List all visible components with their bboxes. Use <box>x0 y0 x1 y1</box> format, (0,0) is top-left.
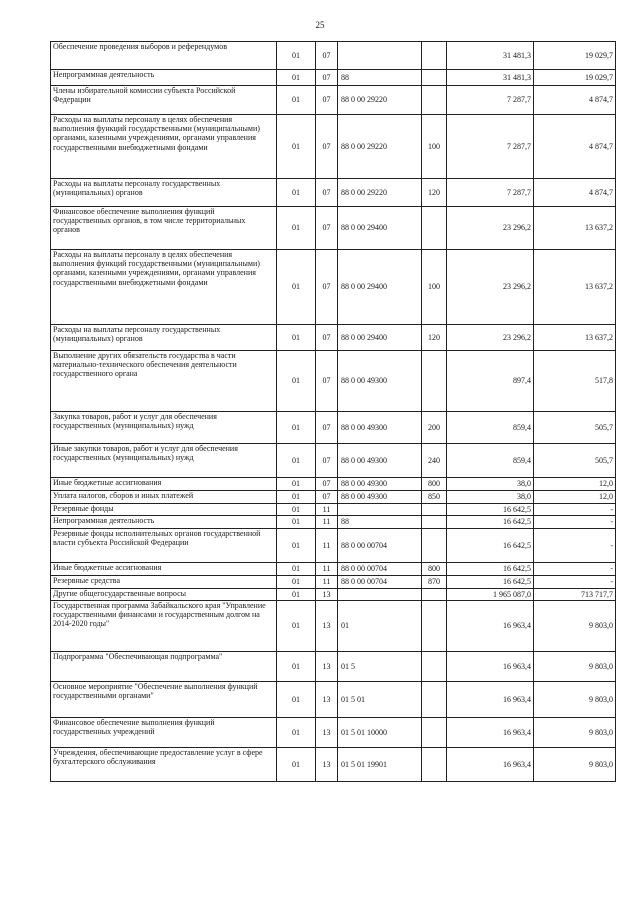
row-name: Учреждения, обеспечивающие предоставление услуг в сфере бухгалтерского обслуживания <box>51 748 277 782</box>
row-subsection: 07 <box>316 444 338 478</box>
row-amount-actual: 9 803,0 <box>534 682 616 718</box>
row-amount-actual: - <box>534 504 616 516</box>
row-section: 01 <box>277 325 316 351</box>
row-amount-plan: 38,0 <box>447 478 534 491</box>
row-expense-type: 800 <box>422 478 447 491</box>
row-amount-plan: 16 642,5 <box>447 576 534 589</box>
row-amount-plan: 23 296,2 <box>447 325 534 351</box>
row-amount-plan: 7 287,7 <box>447 115 534 179</box>
table-row <box>51 42 616 70</box>
row-amount-actual: 4 874,7 <box>534 179 616 207</box>
row-amount-plan: 23 296,2 <box>447 207 534 250</box>
row-amount-plan: 38,0 <box>447 491 534 504</box>
row-subsection: 11 <box>316 576 338 589</box>
row-amount-actual: - <box>534 576 616 589</box>
row-amount-actual: 19 029,7 <box>534 42 616 70</box>
row-subsection: 07 <box>316 179 338 207</box>
row-expense-type: 200 <box>422 412 447 444</box>
row-subsection: 13 <box>316 601 338 652</box>
row-section: 01 <box>277 86 316 115</box>
row-amount-actual: 9 803,0 <box>534 652 616 682</box>
row-amount-plan: 16 963,4 <box>447 601 534 652</box>
row-target-item: 88 0 00 29220 <box>338 179 422 207</box>
row-expense-type <box>422 682 447 718</box>
row-subsection: 11 <box>316 563 338 576</box>
row-amount-actual: 13 637,2 <box>534 207 616 250</box>
row-subsection: 11 <box>316 516 338 529</box>
row-section: 01 <box>277 179 316 207</box>
budget-table-body <box>51 42 616 782</box>
row-expense-type: 240 <box>422 444 447 478</box>
row-name: Резервные фонды <box>51 504 277 516</box>
row-target-item: 88 0 00 29400 <box>338 207 422 250</box>
row-name: Государственная программа Забайкальского края "Управление государственными финансами и государственным долгом на 2014-2020 годы" <box>51 601 277 652</box>
table-row <box>51 601 616 652</box>
row-name: Основное мероприятие "Обеспечение выполнения функций государственными органами" <box>51 682 277 718</box>
row-subsection: 07 <box>316 86 338 115</box>
row-target-item: 88 <box>338 70 422 86</box>
row-amount-actual: 12,0 <box>534 491 616 504</box>
row-subsection: 13 <box>316 652 338 682</box>
row-name: Иные бюджетные ассигнования <box>51 563 277 576</box>
row-amount-actual: - <box>534 529 616 563</box>
row-section: 01 <box>277 351 316 412</box>
row-section: 01 <box>277 207 316 250</box>
row-name: Подпрограмма "Обеспечивающая подпрограмма" <box>51 652 277 682</box>
row-amount-plan: 16 642,5 <box>447 516 534 529</box>
row-target-item: 01 5 01 <box>338 682 422 718</box>
row-expense-type <box>422 504 447 516</box>
row-expense-type: 120 <box>422 325 447 351</box>
row-amount-plan: 897,4 <box>447 351 534 412</box>
row-amount-plan: 23 296,2 <box>447 250 534 325</box>
row-expense-type <box>422 529 447 563</box>
row-expense-type <box>422 351 447 412</box>
table-row <box>51 748 616 782</box>
row-amount-actual: 4 874,7 <box>534 115 616 179</box>
row-name: Непрограммная деятельность <box>51 70 277 86</box>
table-row <box>51 529 616 563</box>
row-name: Резервные средства <box>51 576 277 589</box>
row-amount-plan: 7 287,7 <box>447 179 534 207</box>
table-row <box>51 682 616 718</box>
row-subsection: 07 <box>316 478 338 491</box>
page-number: 25 <box>315 20 325 30</box>
row-amount-actual: 13 637,2 <box>534 325 616 351</box>
row-expense-type <box>422 718 447 748</box>
row-target-item: 88 0 00 29220 <box>338 115 422 179</box>
row-target-item <box>338 504 422 516</box>
row-amount-actual: - <box>534 516 616 529</box>
row-name: Расходы на выплаты персоналу государственных (муниципальных) органов <box>51 179 277 207</box>
row-subsection: 07 <box>316 325 338 351</box>
row-target-item: 88 0 00 29400 <box>338 250 422 325</box>
row-target-item: 01 5 <box>338 652 422 682</box>
row-section: 01 <box>277 250 316 325</box>
table-row <box>51 576 616 589</box>
row-name: Члены избирательной комиссии субъекта Российской Федерации <box>51 86 277 115</box>
row-section: 01 <box>277 576 316 589</box>
row-amount-actual: 505,7 <box>534 444 616 478</box>
row-name: Расходы на выплаты персоналу в целях обеспечения выполнения функций государственными (муниципальными) органами, казенными учреждениями, органами управления государственными внебюджетными фондами <box>51 115 277 179</box>
row-target-item: 88 0 00 00704 <box>338 563 422 576</box>
row-section: 01 <box>277 748 316 782</box>
row-amount-actual: 13 637,2 <box>534 250 616 325</box>
row-amount-plan: 16 963,4 <box>447 652 534 682</box>
row-target-item: 01 5 01 19901 <box>338 748 422 782</box>
row-amount-actual: 9 803,0 <box>534 718 616 748</box>
row-subsection: 07 <box>316 491 338 504</box>
row-section: 01 <box>277 504 316 516</box>
row-section: 01 <box>277 682 316 718</box>
table-row <box>51 412 616 444</box>
row-target-item: 01 5 01 10000 <box>338 718 422 748</box>
row-section: 01 <box>277 42 316 70</box>
row-section: 01 <box>277 563 316 576</box>
table-row <box>51 718 616 748</box>
row-target-item: 01 <box>338 601 422 652</box>
row-name: Непрограммная деятельность <box>51 516 277 529</box>
row-expense-type: 850 <box>422 491 447 504</box>
table-row <box>51 179 616 207</box>
row-name: Расходы на выплаты персоналу государственных (муниципальных) органов <box>51 325 277 351</box>
row-target-item <box>338 42 422 70</box>
row-amount-actual: 517,8 <box>534 351 616 412</box>
table-row <box>51 250 616 325</box>
row-amount-plan: 16 642,5 <box>447 529 534 563</box>
row-target-item: 88 0 00 49300 <box>338 412 422 444</box>
row-expense-type: 100 <box>422 115 447 179</box>
row-expense-type: 100 <box>422 250 447 325</box>
row-subsection: 13 <box>316 682 338 718</box>
row-section: 01 <box>277 444 316 478</box>
table-row <box>51 86 616 115</box>
row-section: 01 <box>277 718 316 748</box>
table-row <box>51 478 616 491</box>
row-amount-plan: 31 481,3 <box>447 70 534 86</box>
row-subsection: 11 <box>316 504 338 516</box>
row-subsection: 07 <box>316 351 338 412</box>
row-name: Другие общегосударственные вопросы <box>51 589 277 601</box>
row-subsection: 07 <box>316 250 338 325</box>
row-name: Закупка товаров, работ и услуг для обеспечения государственных (муниципальных) нужд <box>51 412 277 444</box>
row-name: Иные закупки товаров, работ и услуг для обеспечения государственных (муниципальных) нужд <box>51 444 277 478</box>
row-expense-type: 800 <box>422 563 447 576</box>
row-amount-actual: 713 717,7 <box>534 589 616 601</box>
table-row <box>51 115 616 179</box>
row-target-item: 88 0 00 29400 <box>338 325 422 351</box>
row-amount-plan: 1 965 087,0 <box>447 589 534 601</box>
row-subsection: 13 <box>316 589 338 601</box>
row-name: Обеспечение проведения выборов и референдумов <box>51 42 277 70</box>
table-row <box>51 70 616 86</box>
row-expense-type: 120 <box>422 179 447 207</box>
table-row <box>51 325 616 351</box>
row-target-item <box>338 589 422 601</box>
row-name: Расходы на выплаты персоналу в целях обеспечения выполнения функций государственными (муниципальными) органами, казенными учреждениями, органами управления государственными внебюджетными фондами <box>51 250 277 325</box>
row-target-item: 88 0 00 49300 <box>338 351 422 412</box>
row-subsection: 07 <box>316 70 338 86</box>
table-row <box>51 444 616 478</box>
row-amount-plan: 859,4 <box>447 412 534 444</box>
row-expense-type <box>422 516 447 529</box>
table-row <box>51 351 616 412</box>
row-subsection: 13 <box>316 748 338 782</box>
row-subsection: 11 <box>316 529 338 563</box>
table-row <box>51 589 616 601</box>
row-name: Уплата налогов, сборов и иных платежей <box>51 491 277 504</box>
row-amount-actual: 505,7 <box>534 412 616 444</box>
row-section: 01 <box>277 652 316 682</box>
row-subsection: 07 <box>316 115 338 179</box>
row-name: Выполнение других обязательств государства в части материально-технического обеспечения деятельности государственного органа <box>51 351 277 412</box>
row-expense-type <box>422 748 447 782</box>
row-expense-type <box>422 652 447 682</box>
row-amount-plan: 31 481,3 <box>447 42 534 70</box>
row-amount-plan: 16 963,4 <box>447 748 534 782</box>
row-target-item: 88 0 00 49300 <box>338 478 422 491</box>
row-amount-plan: 7 287,7 <box>447 86 534 115</box>
row-expense-type <box>422 42 447 70</box>
table-row <box>51 491 616 504</box>
row-amount-plan: 16 963,4 <box>447 682 534 718</box>
budget-table <box>50 41 616 782</box>
row-section: 01 <box>277 412 316 444</box>
row-subsection: 07 <box>316 412 338 444</box>
row-amount-plan: 16 642,5 <box>447 563 534 576</box>
row-amount-plan: 16 642,5 <box>447 504 534 516</box>
row-amount-actual: 9 803,0 <box>534 601 616 652</box>
row-amount-actual: 9 803,0 <box>534 748 616 782</box>
row-subsection: 07 <box>316 207 338 250</box>
row-subsection: 13 <box>316 718 338 748</box>
row-section: 01 <box>277 529 316 563</box>
row-name: Финансовое обеспечение выполнения функций государственных органов, в том числе территориальных органов <box>51 207 277 250</box>
row-target-item: 88 <box>338 516 422 529</box>
row-amount-plan: 859,4 <box>447 444 534 478</box>
row-expense-type <box>422 601 447 652</box>
row-subsection: 07 <box>316 42 338 70</box>
table-row <box>51 563 616 576</box>
row-expense-type <box>422 86 447 115</box>
row-expense-type: 870 <box>422 576 447 589</box>
row-section: 01 <box>277 491 316 504</box>
row-expense-type <box>422 70 447 86</box>
row-target-item: 88 0 00 00704 <box>338 529 422 563</box>
table-row <box>51 504 616 516</box>
row-amount-actual: 4 874,7 <box>534 86 616 115</box>
row-section: 01 <box>277 601 316 652</box>
table-row <box>51 207 616 250</box>
row-target-item: 88 0 00 49300 <box>338 491 422 504</box>
row-amount-plan: 16 963,4 <box>447 718 534 748</box>
row-amount-actual: 12,0 <box>534 478 616 491</box>
row-name: Иные бюджетные ассигнования <box>51 478 277 491</box>
row-expense-type <box>422 207 447 250</box>
row-amount-actual: - <box>534 563 616 576</box>
row-target-item: 88 0 00 49300 <box>338 444 422 478</box>
row-target-item: 88 0 00 00704 <box>338 576 422 589</box>
row-section: 01 <box>277 589 316 601</box>
table-row <box>51 652 616 682</box>
row-section: 01 <box>277 478 316 491</box>
row-section: 01 <box>277 115 316 179</box>
row-expense-type <box>422 589 447 601</box>
row-name: Резервные фонды исполнительных органов государственной власти субъекта Российской Федерации <box>51 529 277 563</box>
row-section: 01 <box>277 516 316 529</box>
row-target-item: 88 0 00 29220 <box>338 86 422 115</box>
row-amount-actual: 19 029,7 <box>534 70 616 86</box>
table-row <box>51 516 616 529</box>
row-section: 01 <box>277 70 316 86</box>
row-name: Финансовое обеспечение выполнения функций государственных учреждений <box>51 718 277 748</box>
